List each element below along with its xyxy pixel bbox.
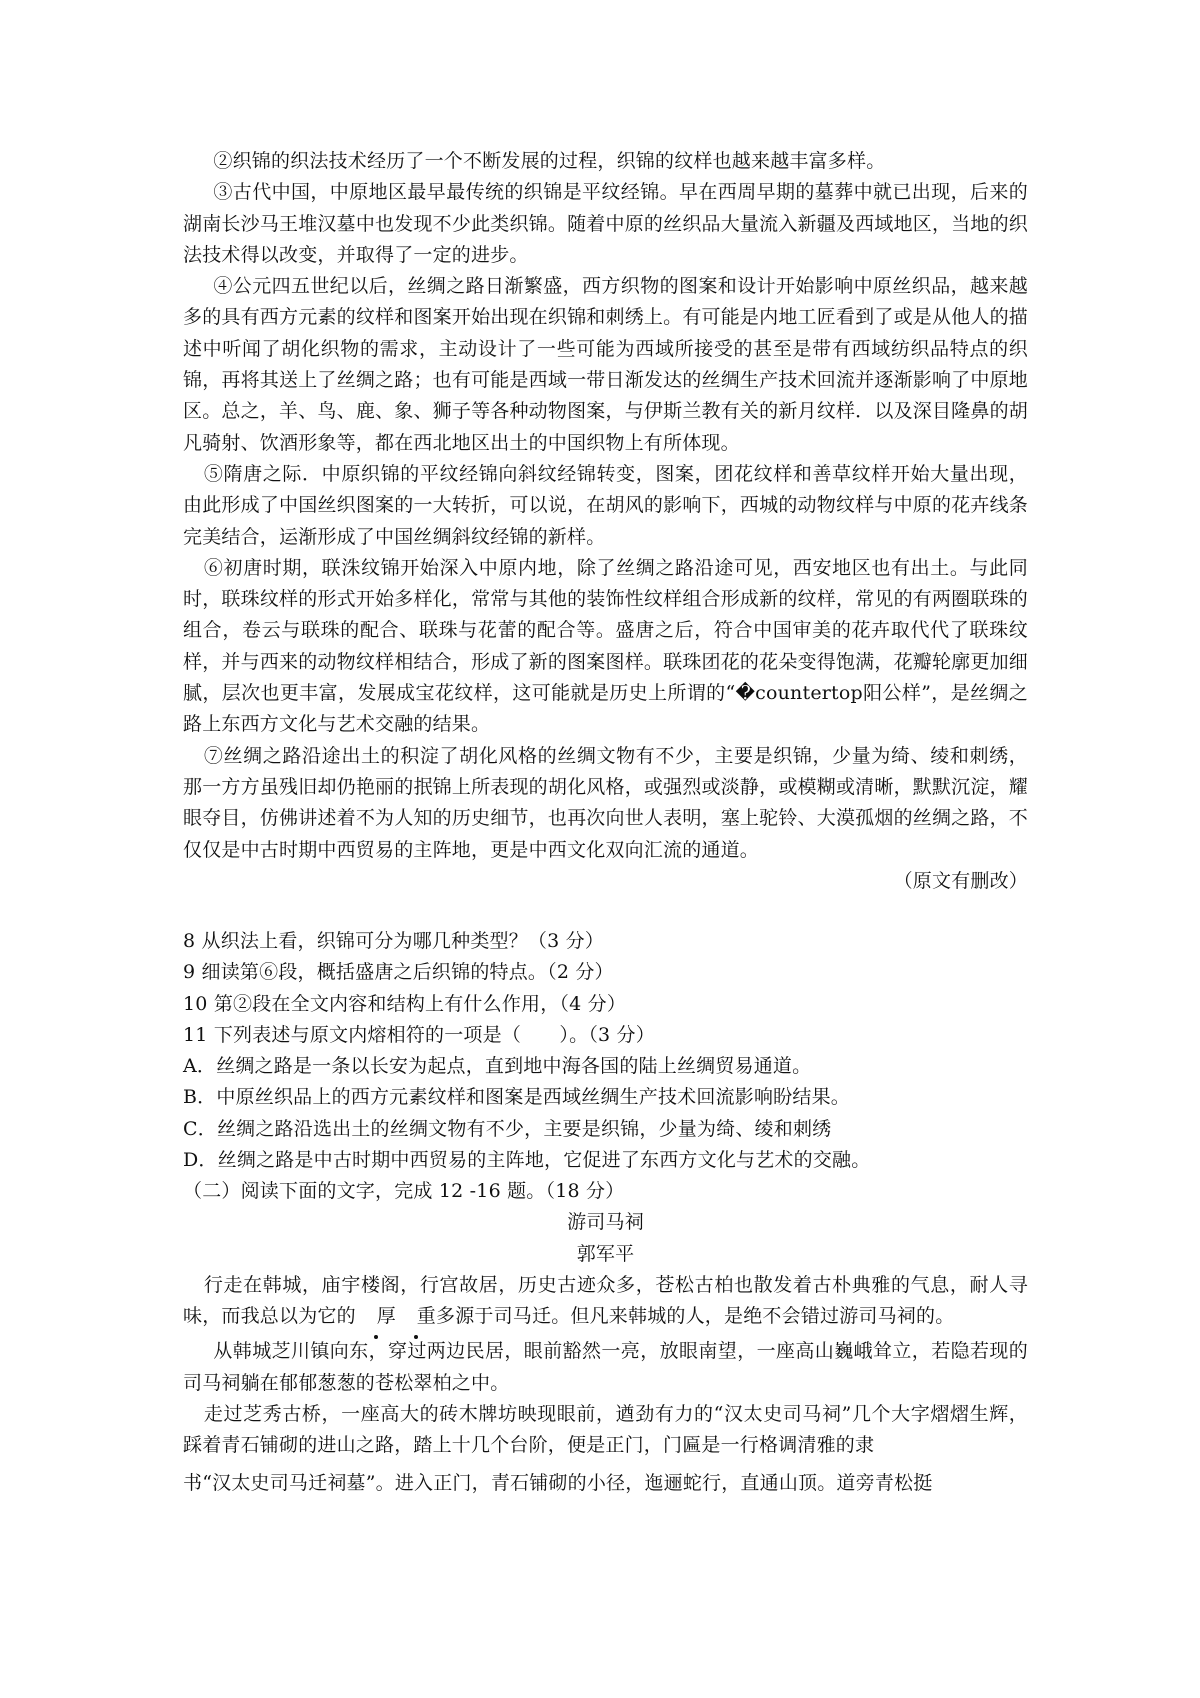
- paragraph-2: ②织锦的织法技术经历了一个不断发展的过程，织锦的纹样也越来越丰富多样。: [213, 150, 886, 172]
- paragraph-5: ⑤隋唐之际．中原织锦的平纹经锦向斜纹经锦转变，图案，团花纹样和善草纹样开始大量出现，由此形成了中国丝织图案的一大转折，可以说，在胡风的影响下，西城的动物纹样与中原的花卉线条完美结合，运渐形成了中国丝绸斜纹经锦的新样。: [183, 462, 1028, 548]
- paragraph-3: ③古代中国，中原地区最早最传统的织锦是平纹经锦。早在西周早期的墓葬中就已出现，后来的湖南长沙马王堆汉墓中也发现不少此类织锦。随着中原的丝织品大量流入新疆及西域地区，当地的织法技术得以改变，并取得了一定的进步。: [183, 181, 1028, 266]
- source-note: （原文有删改）: [893, 869, 1028, 892]
- question-9: 9 细读第⑥段，概括盛唐之后织锦的特点。（2 分）: [183, 961, 614, 984]
- question-block: [183, 926, 1028, 1176]
- emphasis-char-1: 厚: [356, 1301, 396, 1332]
- essay-paragraph-4: 书“汉太史司马迁祠墓”。进入正门，青石铺砌的小径，迤逦蛇行，直通山顶。道旁青松挺: [183, 1471, 933, 1494]
- option-c: C．丝绸之路沿选出土的丝绸文物有不少，主要是织锦，少量为绮、绫和刺绣: [183, 1117, 832, 1140]
- essay-paragraph-1-start: 行走在韩城，庙宇楼阁，行宫故居，历史古迹众多，苍松古柏也散发着古朴典雅的气息，耐人寻味，而我总以为它的: [183, 1273, 1028, 1328]
- question-11: 11 下列表述与原文内熔相符的一项是（ ）。（3 分）: [183, 1023, 655, 1046]
- essay-paragraph-1-end: 多源于司马迁。但凡来韩城的人，是绝不会错过游司马祠的。: [436, 1305, 955, 1328]
- emphasis-char-2: 重: [396, 1301, 436, 1332]
- paragraph-7: ⑦丝绸之路沿途出土的积淀了胡化风格的丝绸文物有不少，主要是织锦，少量为绮、绫和刺绣，那一方方虽残旧却仍艳丽的抿锦上所表现的胡化风格，或强烈或淡静，或模糊或清晰，默默沉淀，耀眼夺目，仿佛讲述着不为人知的历史细节，也再次向世人表明，塞上驼铃、大漠孤烟的丝绸之路，不仅仅是中古时期中西贸易的主阵地，更是中西文化双向汇流的通道。: [183, 744, 1028, 861]
- essay-paragraph-2: 从韩城芝川镇向东，穿过两边民居，眼前豁然一亮，放眼南望，一座高山巍峨耸立，若隐若现的司马祠躺在郁郁葱葱的苍松翠柏之中。: [183, 1340, 1028, 1394]
- essay-author: 郭军平: [576, 1242, 635, 1265]
- essay-title: 游司马祠: [567, 1211, 644, 1234]
- option-b: B．中原丝织品上的西方元素纹样和图案是西域丝绸生产技术回流影响盼结果。: [183, 1086, 850, 1109]
- section-two: [183, 1176, 1028, 1499]
- essay-paragraph-3: 走过芝秀古桥，一座高大的砖木牌坊映现眼前，遒劲有力的“汉太史司马祠”几个大字熠熠生辉，踩着青石铺砌的进山之路，踏上十几个台阶，便是正门，门匾是一行格调清雅的隶: [183, 1403, 1028, 1457]
- passage-one: [183, 146, 1028, 897]
- question-10: 10 第②段在全文内容和结构上有什么作用，（4 分）: [183, 992, 627, 1015]
- question-8: 8 从织法上看，织锦可分为哪几种类型？（3 分）: [183, 930, 605, 952]
- essay-paragraph-1: [183, 1270, 1028, 1333]
- paragraph-4: ④公元四五世纪以后，丝绸之路日渐繁盛，西方织物的图案和设计开始影响中原丝织品，越来越多的具有西方元素的纹样和图案开始出现在织锦和刺绣上。有可能是内地工匠看到了或是从他人的描述中听闻了胡化织物的需求，主动设计了一些可能为西域所接受的甚至是带有西域纺织品特点的织锦，再将其送上了丝绸之路；也有可能是西域一带日渐发达的丝绸生产技术回流并逐渐影响了中原地区。总之，羊、鸟、鹿、象、狮子等各种动物图案，与伊斯兰教有关的新月纹样．以及深目隆鼻的胡凡骑射、饮酒形象等，都在西北地区出土的中国织物上有所体现。: [183, 275, 1028, 454]
- option-a: A．丝绸之路是一条以长安为起点，直到地中海各国的陆上丝绸贸易通道。: [183, 1055, 812, 1078]
- paragraph-6: ⑥初唐时期，联洙纹锦开始深入中原内地，除了丝绸之路沿途可见，西安地区也有出土。与此同时，联珠纹样的形式开始多样化，常常与其他的装饰性纹样组合形成新的纹样，常见的有两圈联珠的组合，卷云与联珠的配合、联珠与花蕾的配合等。盛唐之后，符合中国审美的花卉取代代了联珠纹样，并与西来的动物纹样相结合，形成了新的图案图样。联珠团花的花朵变得饱满，花瓣轮廓更加细腻，层次也更丰富，发展成宝花纹样，这可能就是历史上所谓的“�countertop阳公样”，是丝绸之路上东西方文化与艺术交融的结果。: [183, 556, 1028, 736]
- option-d: D．丝绸之路是中古时期中西贸易的主阵地，它促进了东西方文化与艺术的交融。: [183, 1149, 871, 1172]
- section-two-heading: （二）阅读下面的文字，完成 12 -16 题。（18 分）: [183, 1180, 625, 1202]
